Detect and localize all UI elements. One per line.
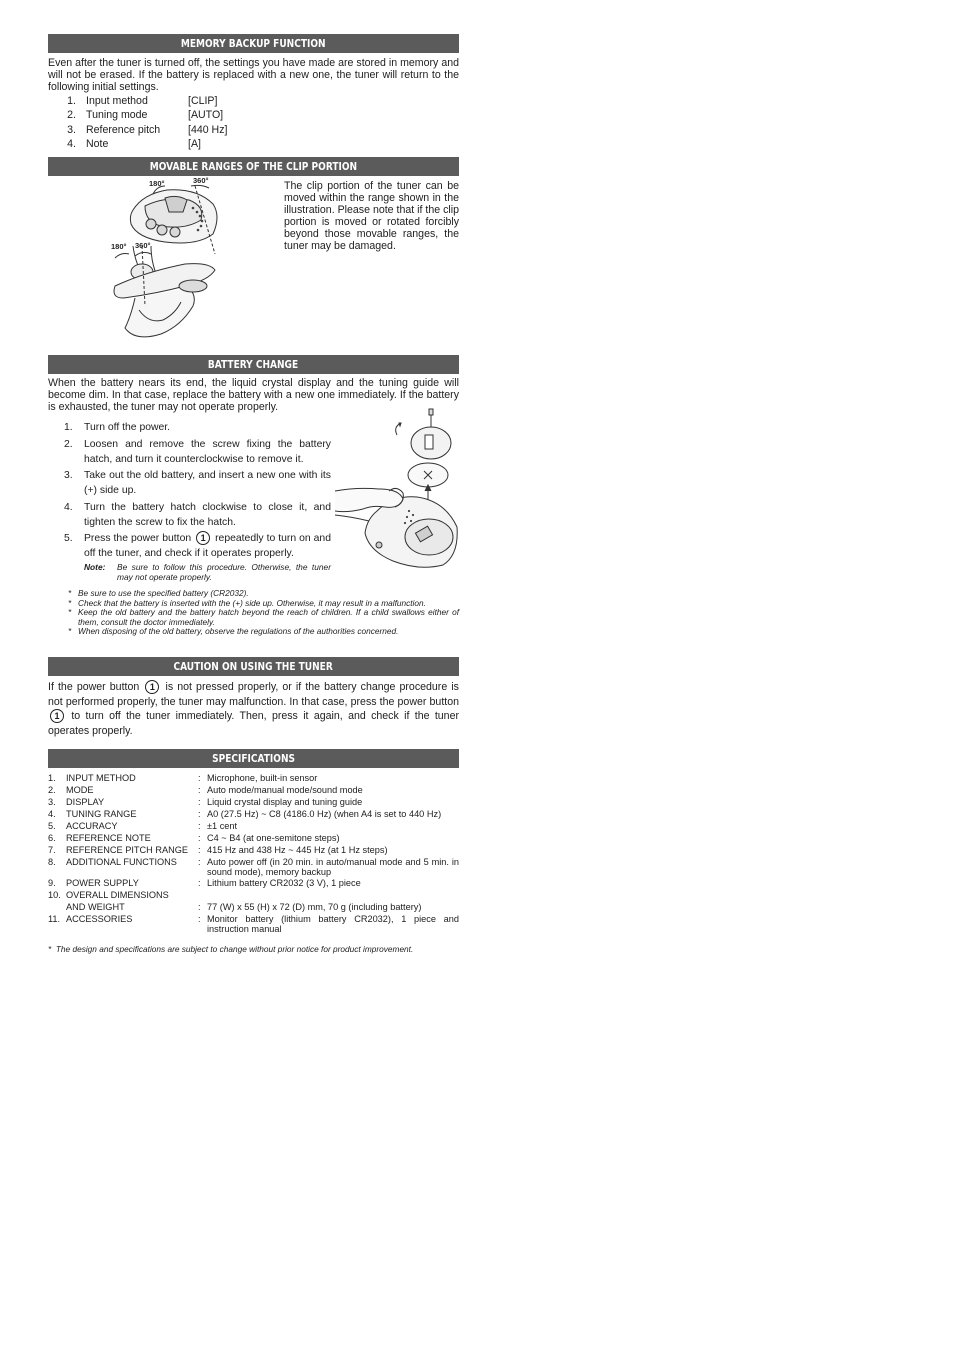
caution-paragraph: If the power button 1 is not pressed properly, or if the battery change procedure is not performed properly, the tuner may malfunction. In that case, press the power button 1 to turn off the tuner immediately. Then, press it again, and check if the tuner operates properly. <box>48 681 459 737</box>
spec-row: 3. DISPLAY : Liquid crystal display and tuning guide <box>48 797 363 807</box>
angle-label: 360° <box>135 241 151 250</box>
specifications-table <box>48 774 459 934</box>
spec-row: 11. ACCESSORIES : Monitor battery (lithium battery CR2032), 1 piece and instruction manual <box>48 914 459 934</box>
power-button-icon: 1 <box>50 709 64 723</box>
footnote: * When disposing of the old battery, observe the regulations of the authorities concerned. <box>68 626 399 636</box>
initial-settings-list: 1. Input method [CLIP] 2. Tuning mode [AUTO] 3. Reference pitch [440 Hz] 4. Note [A] <box>67 95 228 150</box>
battery-change-illustration <box>333 405 461 577</box>
battery-change-header: BATTERY CHANGE <box>48 355 459 374</box>
angle-label: 180° <box>149 179 165 188</box>
battery-note: Note: Be sure to follow this procedure. Otherwise, the tuner may not operate properly. <box>84 562 331 582</box>
clip-ranges-paragraph: The clip portion of the tuner can be moved within the range shown in the illustration. Please note that if the clip portion is moved or rotated forcibly beyond those movable ranges, the tuner may be damaged. <box>284 180 459 252</box>
battery-steps-list <box>64 420 331 563</box>
battery-step: 1. Turn off the power. <box>64 422 171 433</box>
footnote: * Be sure to use the specified battery (CR2032). <box>68 588 249 598</box>
power-button-icon: 1 <box>196 531 210 545</box>
angle-label: 180° <box>111 242 127 251</box>
specifications-header: SPECIFICATIONS <box>48 749 459 768</box>
caution-header: CAUTION ON USING THE TUNER <box>48 657 459 676</box>
battery-step: 4. Turn the battery hatch clockwise to close it, and tighten the screw to fix the hatch. <box>64 501 331 528</box>
clip-range-illustration <box>105 176 225 344</box>
footnote: * Check that the battery is inserted with the (+) side up. Otherwise, it may result in a malfunction. <box>68 597 426 608</box>
clip-ranges-text <box>284 180 459 252</box>
spec-row: 5. ACCURACY : ±1 cent <box>48 821 238 831</box>
memory-backup-header: MEMORY BACKUP FUNCTION <box>48 34 459 53</box>
caution-text <box>48 680 459 738</box>
spec-row: 4. TUNING RANGE : A0 (27.5 Hz) ~ C8 (4186.0 Hz) (when A4 is set to 440 Hz) <box>48 809 442 819</box>
angle-label: 360° <box>193 176 209 185</box>
power-button-icon: 1 <box>145 680 159 694</box>
battery-step: 3. Take out the old battery, and insert a new one with its (+) side up. <box>64 470 331 496</box>
memory-backup-paragraph: Even after the tuner is turned off, the settings you have made are stored in memory and will not be erased. If the battery is replaced with a new one, the tuner will return to the following initial settings. <box>48 57 459 93</box>
spec-row: 8. ADDITIONAL FUNCTIONS : Auto power off (in 20 min. in auto/manual mode and 5 min. in sound mode), memory backup <box>48 857 459 877</box>
clip-ranges-header: MOVABLE RANGES OF THE CLIP PORTION <box>48 157 459 176</box>
spec-row: 9. POWER SUPPLY : Lithium battery CR2032 (3 V), 1 piece <box>48 878 361 888</box>
memory-backup-text <box>48 57 459 93</box>
spec-row: AND WEIGHT : 77 (W) x 55 (H) x 72 (D) mm, 70 g (including battery) <box>66 902 422 912</box>
specifications-footnote: * The design and specifications are subject to change without prior notice for product improvement. <box>48 944 414 954</box>
spec-row: 2. MODE : Auto mode/manual mode/sound mode <box>48 785 363 795</box>
spec-row: 7. REFERENCE PITCH RANGE : 415 Hz and 438 Hz ~ 445 Hz (at 1 Hz steps) <box>48 845 388 855</box>
battery-change-paragraph: When the battery nears its end, the liquid crystal display and the tuning guide will become dim. In that case, replace the battery with a new one immediately. If the battery is exhausted, the tuner may not operate properly. <box>48 377 459 413</box>
spec-row: 1. INPUT METHOD : Microphone, built-in sensor <box>48 773 318 783</box>
footnote: * Keep the old battery and the battery hatch beyond the reach of children. If a child swallows either of them, consult the doctor immediately. <box>68 607 459 627</box>
spec-row: 10. OVERALL DIMENSIONS <box>48 890 169 900</box>
battery-step: 2. Loosen and remove the screw fixing the battery hatch, and turn it counterclockwise to remove it. <box>64 438 331 465</box>
battery-step: 5. Press the power button 1 repeatedly to turn on and off the tuner, and check if it operates properly. <box>64 533 331 559</box>
battery-footnotes <box>68 589 459 637</box>
spec-row: 6. REFERENCE NOTE : C4 ~ B4 (at one-semitone steps) <box>48 833 340 843</box>
